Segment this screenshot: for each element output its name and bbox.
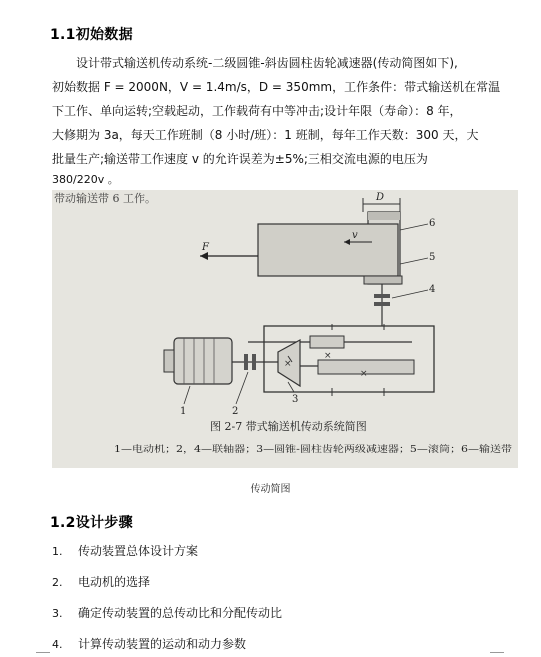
- label-1: 1: [180, 406, 187, 417]
- label-5: 5: [429, 252, 436, 263]
- list-number: 4.: [52, 638, 63, 651]
- conveyor-belt: [258, 224, 398, 276]
- label-3: 3: [292, 394, 299, 405]
- paragraph-line: 大修期为 3a，每天工作班制（8 小时/班）：1 班制，每年工作天数：300 天，大: [52, 128, 479, 142]
- paragraph-line: 下工作、单向运转;空载起动，工作载荷有中等冲击;设计年限（寿命）：8 年，: [52, 104, 462, 118]
- list-text: 传动装置总体设计方案: [78, 544, 199, 558]
- svg-text:×: ×: [284, 359, 292, 369]
- section-heading-design-steps: 1.2设计步骤: [50, 515, 133, 531]
- label-D: D: [376, 192, 385, 203]
- figure-top-text: 带动输送带 6 工作。: [54, 192, 156, 205]
- list-item: [52, 573, 150, 590]
- paragraph-line: 初始数据 F = 2000N，V = 1.4m/s，D = 350mm，工作条件：带式输送机在常温: [52, 80, 501, 94]
- list-item: [52, 604, 282, 621]
- list-number: 1.: [52, 545, 63, 558]
- label-4: 4: [429, 284, 436, 295]
- paragraph-line: 设计带式输送机传动系统-二级圆锥-斜齿圆柱齿轮减速器(传动简图如下),: [76, 56, 458, 70]
- list-number: 3.: [52, 607, 63, 620]
- page-corner-mark: [36, 652, 50, 653]
- transmission-diagram-svg: [52, 190, 518, 468]
- paragraph-line: 380/220v 。: [52, 173, 119, 186]
- electric-motor: [174, 338, 232, 384]
- list-text: 电动机的选择: [78, 575, 151, 589]
- list-number: 2.: [52, 576, 63, 589]
- list-item: [52, 635, 246, 652]
- label-F: F: [202, 242, 209, 253]
- list-text: 确定传动装置的总传动比和分配传动比: [78, 606, 283, 620]
- label-2: 2: [232, 406, 239, 417]
- label-6: 6: [429, 218, 436, 229]
- figure-title: 图 2-7 带式输送机传动系统简图: [210, 420, 367, 433]
- transmission-diagram-image: [52, 190, 518, 468]
- section-heading-initial-data: 1.1初始数据: [50, 27, 133, 43]
- figure-legend: 1—电动机；2，4—联轴器；3—圆锥-圆柱齿轮两级减速器；5—滚筒；6—输送带: [114, 445, 440, 455]
- list-text: 计算传动装置的运动和动力参数: [78, 637, 247, 651]
- svg-text:×: ×: [324, 351, 332, 361]
- page-corner-mark: [490, 652, 504, 653]
- figure-caption: 传动简图: [250, 484, 291, 495]
- svg-text:×: ×: [360, 369, 368, 379]
- paragraph-line: 批量生产;输送带工作速度 v 的允许误差为±5%;三相交流电源的电压为: [52, 152, 428, 166]
- list-item: [52, 542, 198, 559]
- label-v: v: [352, 230, 358, 241]
